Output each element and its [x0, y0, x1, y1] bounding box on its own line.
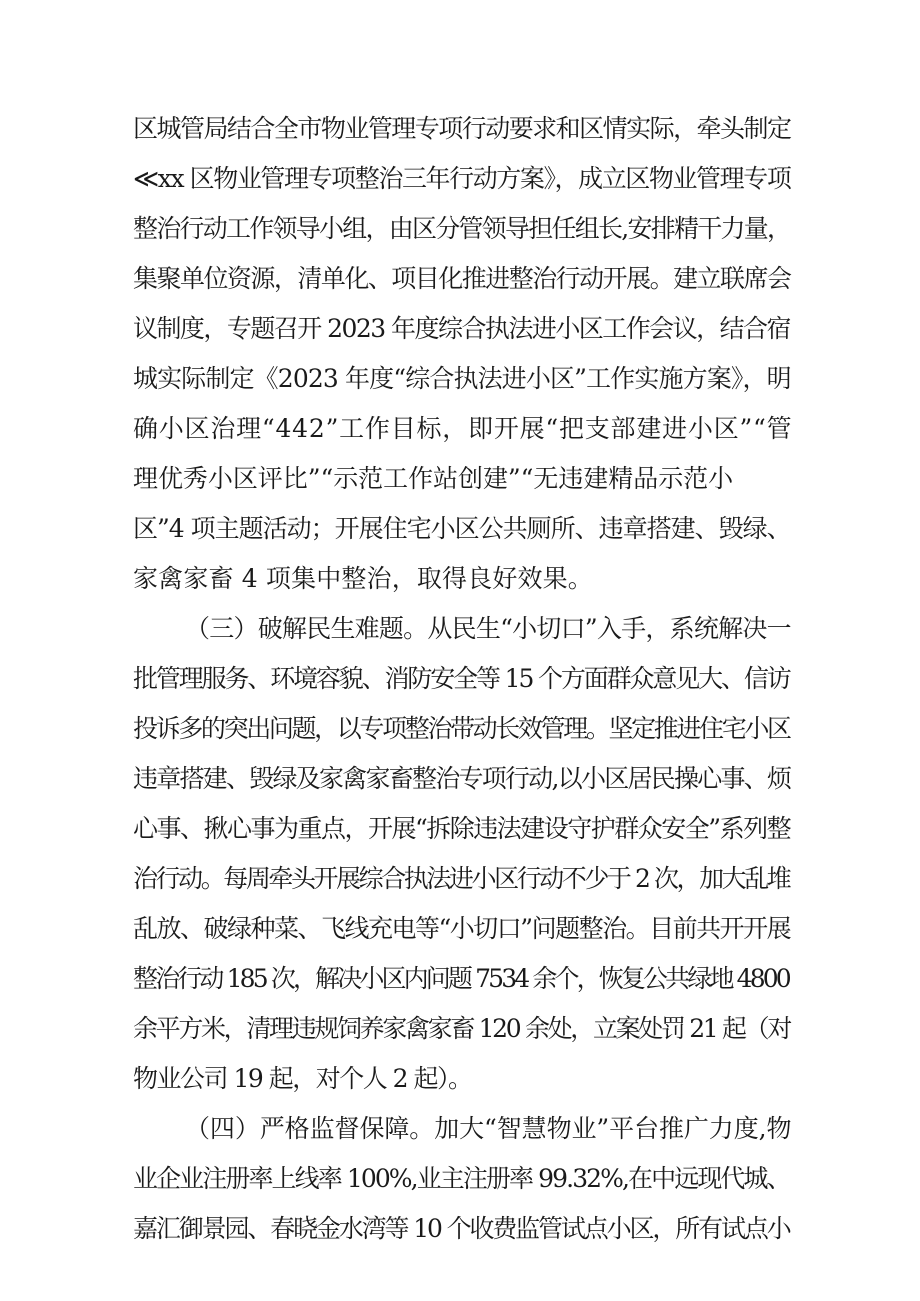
paragraph-2-line-7: 乱放、破绿种菜、飞线充电等“小切口”问题整治。目前共开开展 [133, 914, 791, 943]
paragraph-1-line-7: 确小区治理“442”工作目标，即开展“把支部建进小区”“管 [133, 414, 793, 443]
paragraph-1-line-5: 议制度，专题召开 2023 年度综合执法进小区工作会议，结合宿 [133, 314, 790, 343]
paragraph-3-line-2: 业企业注册率上线率 100%,业主注册率 99.32%,在中远现代城、 [133, 1164, 790, 1193]
paragraph-2-line-2: 批管理服务、环境容貌、消防安全等 15 个方面群众意见大、信访 [133, 664, 790, 693]
paragraph-1-line-2: ≪xx 区物业管理专项整治三年行动方案》，成立区物业管理专项 [133, 164, 791, 193]
paragraph-1-line-9: 区”4 项主题活动；开展住宅小区公共厕所、违章搭建、毁绿、 [133, 514, 791, 543]
paragraph-1-line-1: 区城管局结合全市物业管理专项行动要求和区情实际，牵头制定 [133, 114, 791, 143]
paragraph-1-line-10: 家禽家畜 4 项集中整治，取得良好效果。 [133, 564, 593, 593]
paragraph-2-line-6: 治行动。每周牵头开展综合执法进小区行动不少于 2 次，加大乱堆 [133, 864, 790, 893]
paragraph-2-line-1: （三）破解民生难题。从民生“小切口”入手，系统解决一 [185, 614, 791, 643]
paragraph-2-line-10: 物业公司 19 起，对个人 2 起）。 [133, 1064, 472, 1093]
paragraph-2-line-9: 余平方米，清理违规饲养家禽家畜 120 余处，立案处罚 21 起（对 [133, 1014, 790, 1043]
paragraph-3-line-1: （四）严格监督保障。加大“智慧物业”平台推广力度,物 [185, 1114, 792, 1143]
paragraph-2-line-8: 整治行动 185 次，解决小区内问题 7534 余个，恢复公共绿地 4800 [133, 964, 789, 993]
paragraph-1-line-3: 整治行动工作领导小组，由区分管领导担任组长,安排精干力量， [133, 214, 791, 243]
paragraph-1-line-8: 理优秀小区评比”“示范工作站创建”“无违建精品示范小 [133, 464, 734, 493]
paragraph-1-line-4: 集聚单位资源，清单化、项目化推进整治行动开展。建立联席会 [133, 264, 791, 293]
paragraph-2-line-4: 违章搭建、毁绿及家禽家畜整治专项行动,以小区居民操心事、烦 [133, 764, 791, 793]
paragraph-1-line-6: 城实际制定《2023 年度“综合执法进小区”工作实施方案》，明 [133, 364, 791, 393]
paragraph-2-line-5: 心事、揪心事为重点，开展“拆除违法建设守护群众安全”系列整 [133, 814, 791, 843]
paragraph-2-line-3: 投诉多的突出问题，以专项整治带动长效管理。坚定推进住宅小区 [133, 714, 790, 743]
paragraph-3-line-3: 嘉汇御景园、春晓金水湾等 10 个收费监管试点小区，所有试点小 [133, 1214, 790, 1243]
